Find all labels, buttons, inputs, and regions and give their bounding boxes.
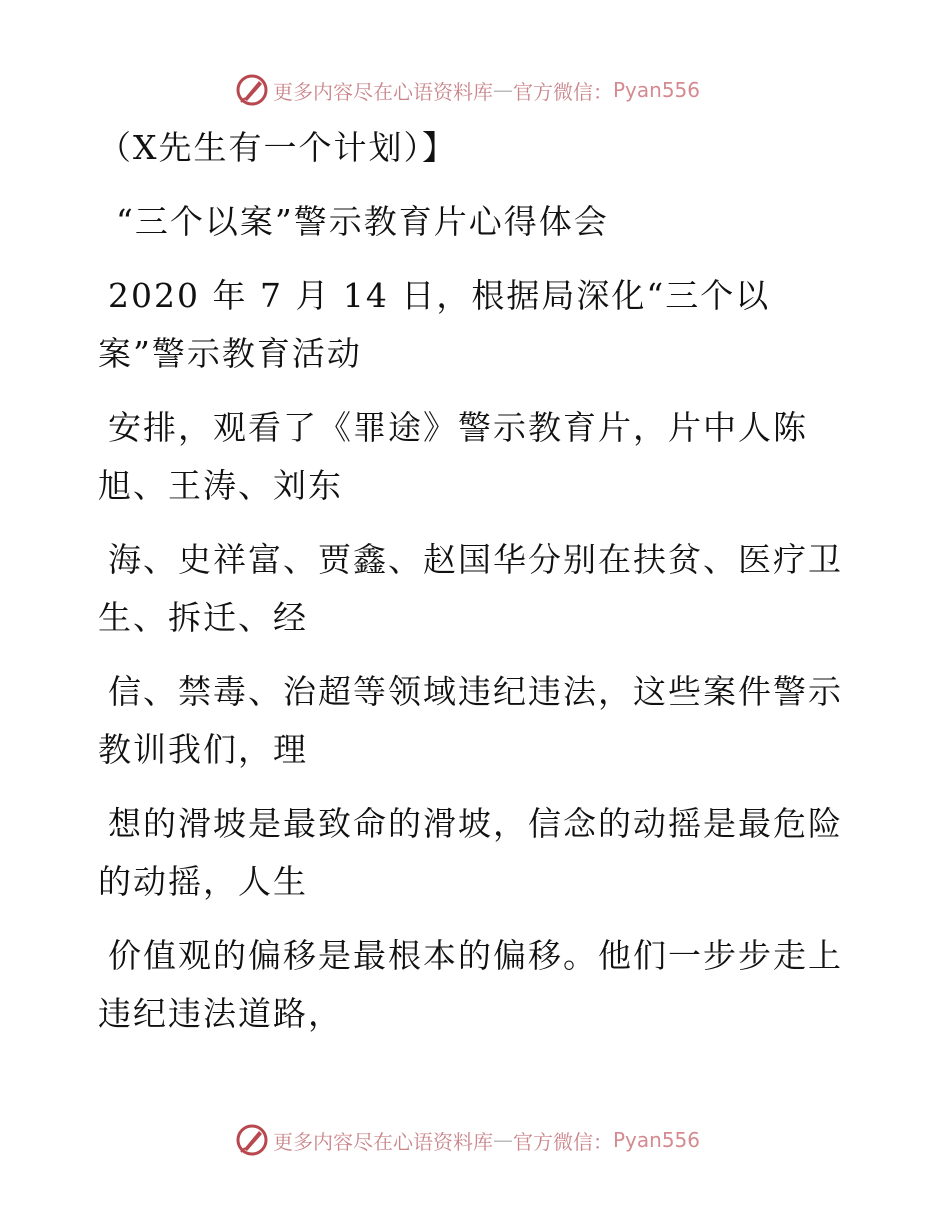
doc-line-0: （X先生有一个计划）】 <box>98 128 457 167</box>
doc-line-12: 价值观的偏移是最根本的偏移。他们一步步走上 <box>108 936 843 975</box>
doc-line-13: 违纪违法道路， <box>98 994 343 1033</box>
doc-line-9: 教训我们，理 <box>98 730 308 769</box>
watermark-account: Pyan556 <box>613 78 701 102</box>
watermark-label: 官方微信： <box>513 1129 613 1154</box>
watermark-header <box>235 70 700 110</box>
doc-line-7: 生、拆迁、经 <box>98 598 308 637</box>
doc-line-8: 信、禁毒、治超等领域违纪违法，这些案件警示 <box>108 672 843 711</box>
doc-line-1: “三个以案”警示教育片心得体会 <box>116 202 609 241</box>
watermark-footer <box>235 1120 700 1160</box>
doc-line-10: 想的滑坡是最致命的滑坡，信念的动摇是最危险 <box>108 804 843 843</box>
watermark-text: 更多内容尽在心语资料库 <box>273 79 493 104</box>
doc-line-6: 海、史祥富、贾鑫、赵国华分别在扶贫、医疗卫 <box>108 540 843 579</box>
doc-line-4: 安排，观看了《罪途》警示教育片，片中人陈 <box>108 408 808 447</box>
watermark-text: 更多内容尽在心语资料库 <box>273 1129 493 1154</box>
quill-logo-icon <box>235 1123 269 1157</box>
doc-line-3: 案”警示教育活动 <box>98 334 362 373</box>
quill-logo-icon <box>235 73 269 107</box>
doc-line-2: 2020 年 7 月 14 日，根据局深化“三个以 <box>108 276 771 315</box>
doc-line-5: 旭、王涛、刘东 <box>98 466 343 505</box>
watermark-separator: — <box>493 1128 513 1152</box>
doc-line-11: 的动摇，人生 <box>98 862 308 901</box>
watermark-label: 官方微信： <box>513 79 613 104</box>
watermark-account: Pyan556 <box>613 1128 701 1152</box>
watermark-separator: — <box>493 78 513 102</box>
